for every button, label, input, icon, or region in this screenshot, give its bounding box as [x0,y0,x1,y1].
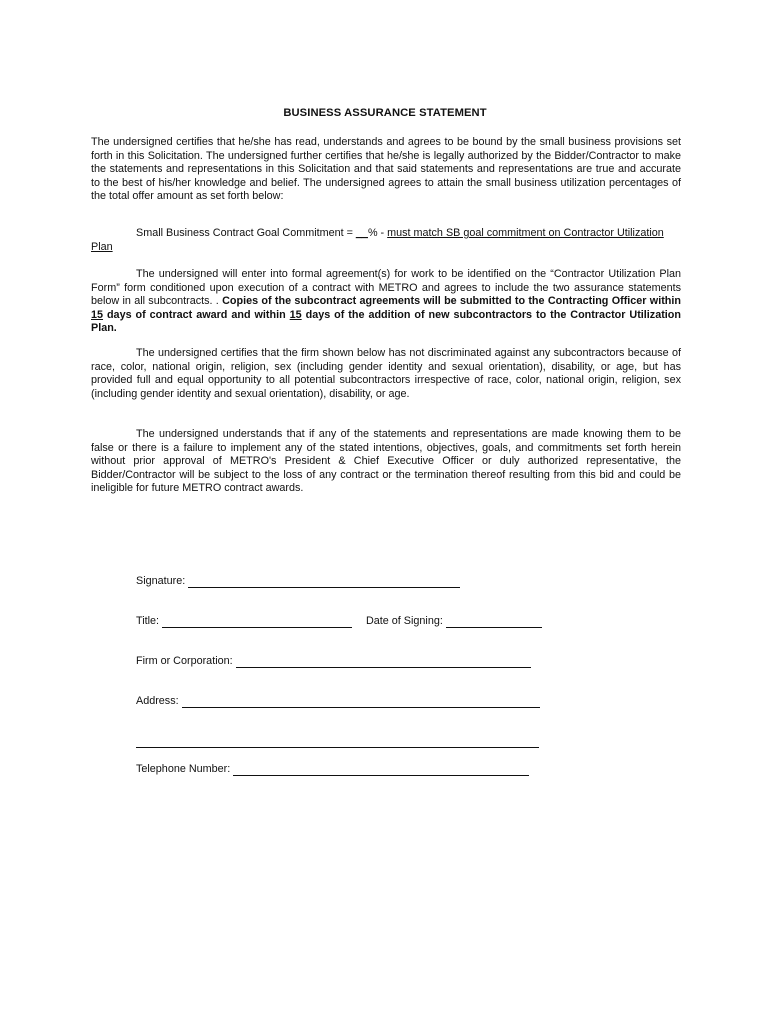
nondiscrimination-paragraph: The undersigned certifies that the firm shown below has not discriminated against any subcontractors because of race, color, national origin, religion, sex (including gender identity and sexual orientation), disability, or age, but has provided full and equal opportunity to all potential subcontractors irrespective of race, color, national origin, religion, sex (including gender identity and sexual orientation), disability, or age. [91,347,681,400]
agreement-bold-b: days of contract award and within [103,308,290,321]
address-label: Address: [136,695,182,707]
telephone-label: Telephone Number: [136,763,234,775]
telephone-field[interactable] [233,764,529,776]
signature-row [136,575,460,588]
title-label: Title: [136,615,162,627]
date-field[interactable] [446,616,542,628]
goal-note: must match SB goal commitment on Contractor Utilization Plan [91,227,664,253]
address-row [136,695,540,708]
address-field[interactable] [182,696,540,708]
goal-percent-blank[interactable]: __ [355,227,368,239]
document-title: BUSINESS ASSURANCE STATEMENT [283,107,487,119]
agreement-days-2: 15 [289,308,302,321]
firm-label: Firm or Corporation: [136,655,236,667]
address-line-2-field[interactable] [136,747,539,748]
agreement-bold-c: days of the addition of new subcontractors to the Contractor Utilization Plan. [91,308,681,335]
goal-suffix: % - [367,227,388,239]
agreement-text: The undersigned will enter into formal agreement(s) for work to be identified on the “Contractor Utilization Plan Form” form conditioned upon execution of a contract with METRO and agrees to include the two assurance statements below in all subcontracts. . [91,268,681,308]
certification-paragraph: The undersigned certifies that he/she has read, understands and agrees to be bound by the small business provisions set forth in this Solicitation. The undersigned further certifies that he/she is legally authorized by the Bidder/Contractor to make the statements and representations in this Solicitation and that said statements and representations are true and accurate to the best of his/her knowledge and belief. The undersigned agrees to attain the small business utilization percentages of the total offer amount as set forth below: [91,136,681,203]
telephone-row [136,763,529,776]
date-label: Date of Signing: [366,615,446,627]
title-field[interactable] [162,616,352,628]
agreement-bold-a: Copies of the subcontract agreements will be submitted to the Contracting Officer within [222,295,681,308]
agreement-paragraph [91,268,681,336]
goal-commitment-paragraph [91,227,681,254]
agreement-days-1: 15 [91,308,104,321]
firm-row [136,655,531,668]
goal-prefix: Small Business Contract Goal Commitment = [136,227,356,239]
firm-field[interactable] [236,656,531,668]
signature-field[interactable] [188,576,460,588]
title-date-row [136,615,542,628]
misrepresentation-paragraph: The undersigned understands that if any of the statements and representations are made knowing them to be false or there is a failure to implement any of the stated intentions, objectives, goals, and commitments set forth herein without prior approval of METRO's President & Chief Executive Officer or duly authorized representative, the Bidder/Contractor will be subject to the loss of any contract or the termination thereof resulting from this bid and could be ineligible for future METRO contract awards. [91,428,681,495]
signature-label: Signature: [136,575,189,587]
